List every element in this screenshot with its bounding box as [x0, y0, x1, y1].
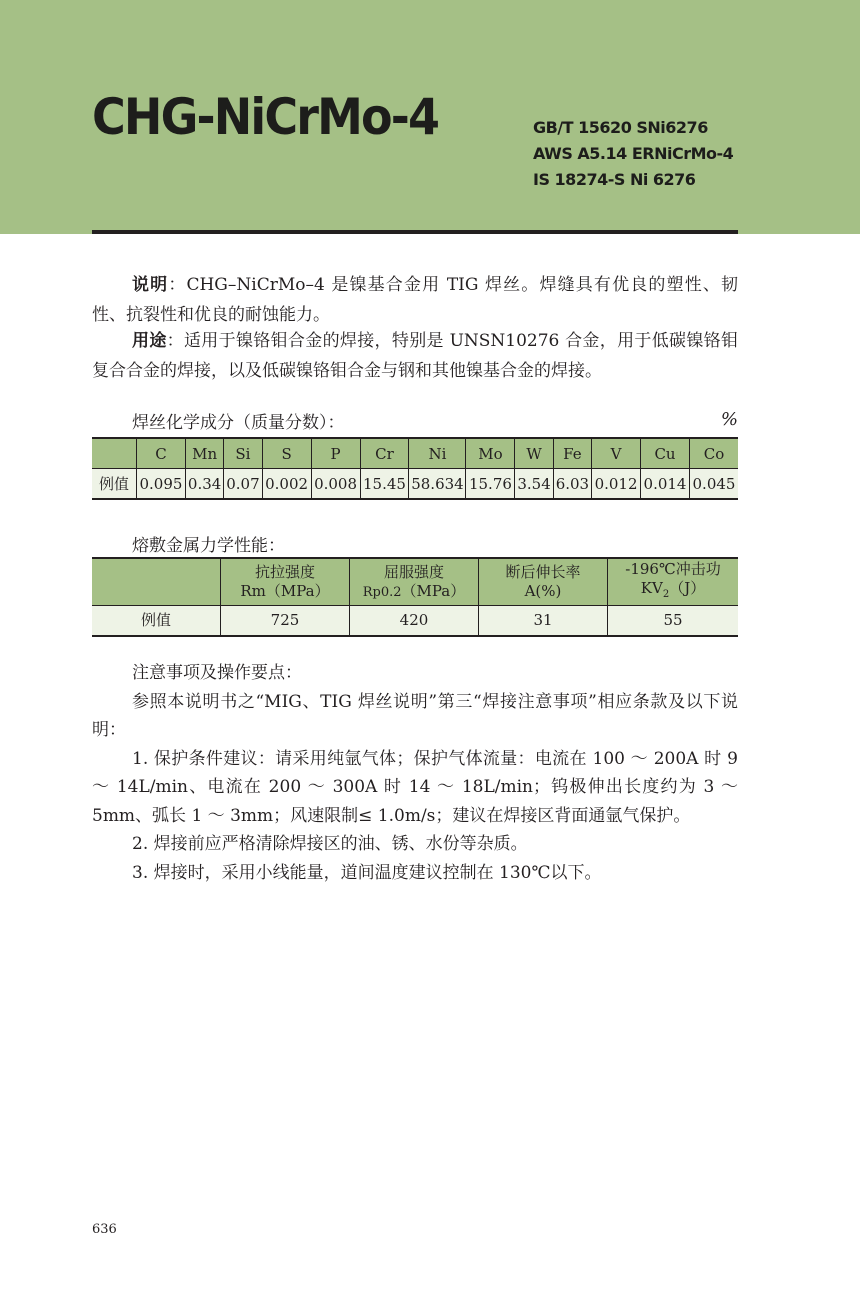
standard-aws: AWS A5.14 ERNiCrMo-4 — [533, 144, 734, 163]
chemistry-value-cell: 15.76 — [466, 469, 515, 500]
notes-intro: 参照本说明书之“MIG、TIG 焊丝说明”第三“焊接注意事项”相应条款及以下说明： — [92, 691, 738, 740]
chemistry-value-cell: 3.54 — [515, 469, 553, 500]
chemistry-table — [92, 437, 738, 500]
usage-label: 用途 — [132, 331, 167, 351]
yield-unit-suffix: （MPa） — [401, 581, 466, 600]
mechanical-header-cell — [608, 558, 739, 606]
chemistry-header-cell: V — [592, 438, 641, 469]
mechanical-header-row — [92, 558, 738, 606]
header-divider — [92, 230, 738, 234]
mechanical-value-cell: 55 — [608, 606, 739, 637]
chemistry-header-cell: C — [137, 438, 186, 469]
mechanical-value-cell: 420 — [350, 606, 479, 637]
chemistry-header-cell: Cr — [360, 438, 409, 469]
standard-gb: GB/T 15620 SNi6276 — [533, 118, 708, 137]
description-paragraph — [92, 270, 738, 330]
chemistry-header-cell: Cu — [641, 438, 690, 469]
page-number: 636 — [92, 1222, 117, 1237]
chemistry-header-cell: W — [515, 438, 553, 469]
yield-header: 屈服强度 — [383, 562, 444, 581]
chemistry-value-cell: 0.012 — [592, 469, 641, 500]
chemistry-header-cell: S — [262, 438, 311, 469]
notes-title: 注意事项及操作要点： — [132, 663, 302, 683]
impact-subscript: 2 — [662, 589, 670, 600]
chemistry-unit: % — [720, 409, 738, 430]
mechanical-value-cell: 725 — [221, 606, 350, 637]
mechanical-corner-cell — [92, 558, 221, 606]
chemistry-header-cell: Ni — [409, 438, 466, 469]
chemistry-row-label: 例值 — [92, 469, 137, 500]
impact-unit-suffix: （J） — [669, 579, 706, 597]
chemistry-header-row — [92, 438, 738, 469]
product-title: CHG-NiCrMo-4 — [92, 88, 439, 146]
yield-symbol: Rp0.2 — [362, 584, 402, 600]
chemistry-header-cell: Co — [689, 438, 738, 469]
tensile-unit: Rm（MPa） — [240, 582, 330, 600]
chemistry-value-cell: 0.008 — [311, 469, 360, 500]
chemistry-value-cell: 58.634 — [409, 469, 466, 500]
chemistry-value-cell: 0.014 — [641, 469, 690, 500]
chemistry-title: 焊丝化学成分（质量分数）： — [132, 413, 345, 433]
impact-symbol: KV — [640, 579, 663, 597]
impact-header: -196℃冲击功 — [625, 560, 721, 578]
chemistry-value-cell: 0.045 — [689, 469, 738, 500]
mechanical-value-row — [92, 606, 738, 637]
standards-list — [533, 115, 733, 193]
mechanical-table — [92, 557, 738, 637]
chemistry-header-cell: Si — [224, 438, 262, 469]
notes-section — [92, 659, 738, 887]
usage-text: ：适用于镍铬钼合金的焊接，特别是 UNSN10276 合金，用于低碳镍铬钼复合合金的焊接，以及低碳镍铬钼合金与钢和其他镍基合金的焊接。 — [92, 331, 739, 381]
chemistry-value-cell: 0.34 — [185, 469, 223, 500]
chemistry-header-cell: Fe — [553, 438, 591, 469]
usage-paragraph — [92, 326, 738, 386]
mechanical-value-cell: 31 — [479, 606, 608, 637]
elongation-unit: A(%) — [524, 582, 562, 600]
notes-item: 2. 焊接前应严格清除焊接区的油、锈、水份等杂质。 — [132, 834, 528, 854]
mechanical-title: 熔敷金属力学性能： — [132, 536, 285, 556]
mechanical-header-cell — [350, 558, 479, 606]
chemistry-value-cell: 0.095 — [137, 469, 186, 500]
chemistry-header-cell — [92, 438, 137, 469]
standard-is: IS 18274-S Ni 6276 — [533, 170, 696, 189]
impact-unit — [608, 579, 738, 604]
notes-item: 1. 保护条件建议：请采用纯氩气体；保护气体流量：电流在 100 ～ 200A 时 9 ～ 14L/min、电流在 200 ～ 300A 时 14 ～ 18L/min；钨极伸出长度约为 3 ～ 5mm、弧长 1 ～ 3mm；风速限制≤ 1.0m/s；建议在焊接区背面通氩气保护。 — [92, 748, 738, 826]
description-text: ：CHG–NiCrMo–4 是镍基合金用 TIG 焊丝。焊缝具有优良的塑性、韧性、抗裂性和优良的耐蚀能力。 — [92, 275, 738, 325]
tensile-header: 抗拉强度 — [254, 563, 315, 581]
chemistry-value-cell: 15.45 — [360, 469, 409, 500]
chemistry-header-cell: Mo — [466, 438, 515, 469]
yield-unit — [350, 582, 478, 602]
mechanical-header-cell — [221, 558, 350, 606]
description-label: 说明 — [132, 275, 169, 295]
chemistry-value-cell: 6.03 — [553, 469, 591, 500]
chemistry-value-cell: 0.002 — [262, 469, 311, 500]
mechanical-header-cell — [479, 558, 608, 606]
chemistry-value-row — [92, 469, 738, 500]
chemistry-value-cell: 0.07 — [224, 469, 262, 500]
mechanical-row-label: 例值 — [92, 606, 221, 637]
chemistry-header-cell: P — [311, 438, 360, 469]
elongation-header: 断后伸长率 — [505, 563, 581, 581]
chemistry-header-cell: Mn — [185, 438, 223, 469]
notes-item: 3. 焊接时，采用小线能量，道间温度建议控制在 130℃以下。 — [132, 862, 602, 883]
